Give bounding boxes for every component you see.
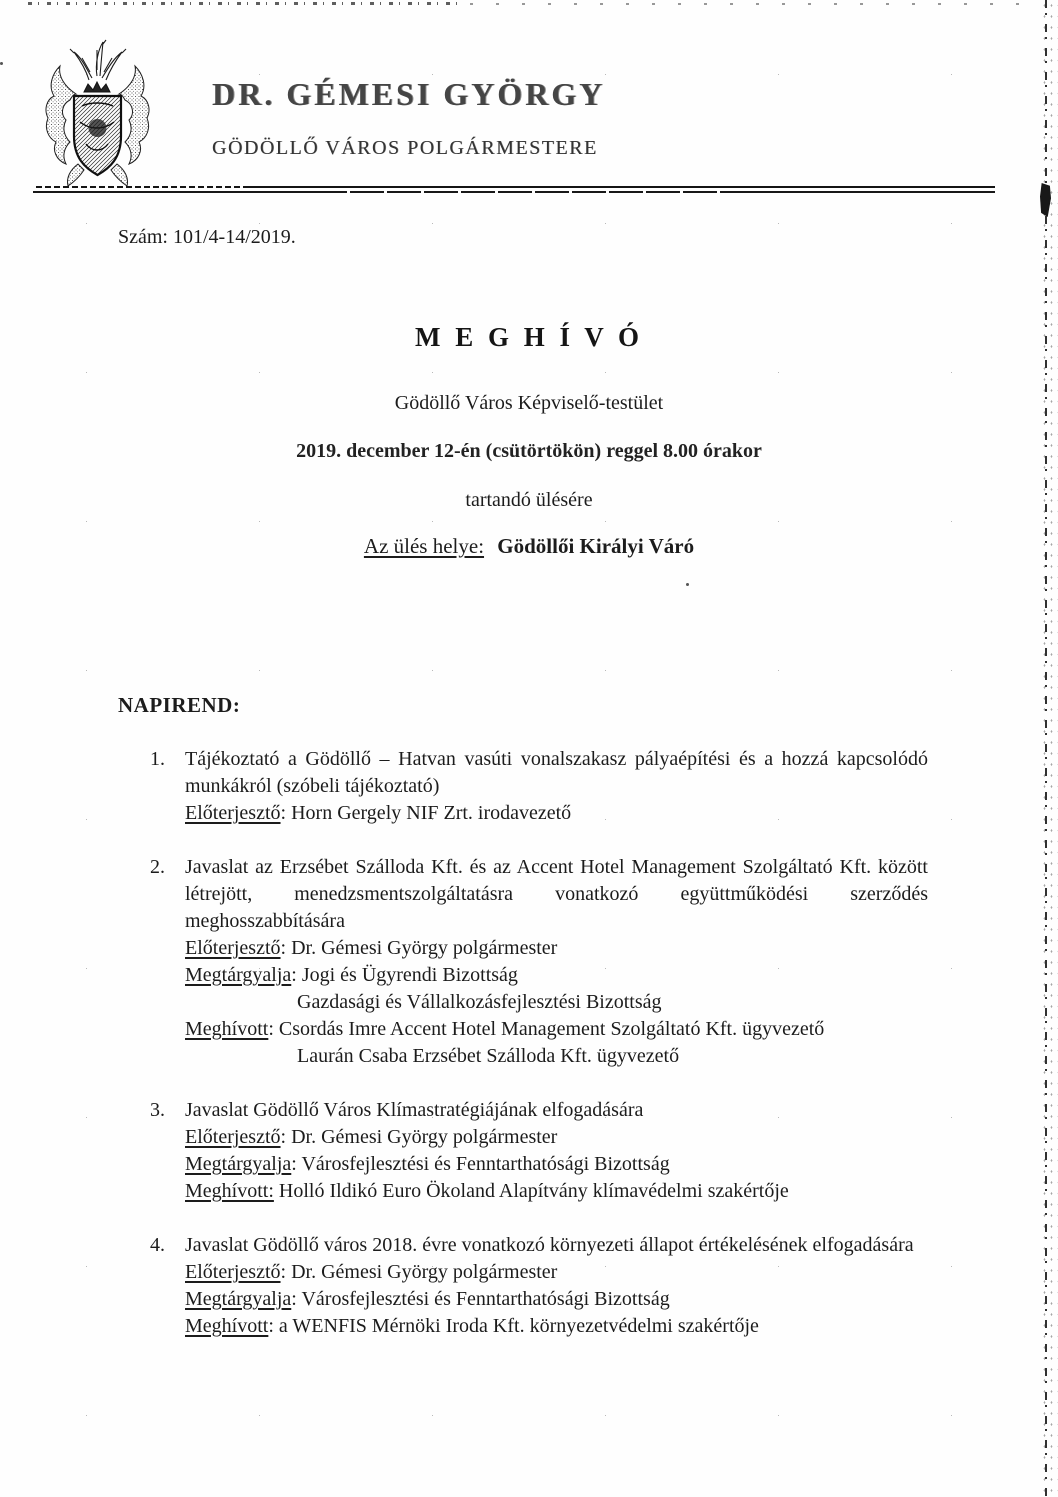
agenda-detail-line (185, 989, 928, 1016)
document-title: M E G H Í V Ó (414, 322, 644, 352)
agenda-item-title: Javaslat Gödöllő Város Klímastratégiájának elfogadására (185, 1099, 644, 1121)
agenda-detail-label: Megtárgyalja (185, 1288, 292, 1310)
agenda-detail-text: : Horn Gergely NIF Zrt. irodavezető (280, 802, 572, 824)
agenda-item (150, 1097, 928, 1205)
agenda-detail-text: : Csordás Imre Accent Hotel Management Szolgáltató Kft. ügyvezető (268, 1018, 825, 1040)
letterhead-name: DR. GÉMESI GYÖRGY (212, 76, 606, 112)
agenda-detail-text: : Jogi és Ügyrendi Bizottság (291, 964, 518, 986)
agenda-detail-text: Laurán Csaba Erzsébet Szálloda Kft. ügyvezető (297, 1045, 680, 1067)
agenda-detail-text: : Dr. Gémesi György polgármester (280, 937, 558, 959)
agenda-detail-line (185, 800, 928, 827)
letterhead-role: GÖDÖLLŐ VÁROS POLGÁRMESTERE (212, 137, 598, 159)
agenda-detail-label: Meghívott (185, 1018, 269, 1040)
agenda-detail-label: Meghívott: (185, 1180, 274, 1202)
agenda-item (150, 746, 928, 827)
scan-noise-top-right (470, 3, 1030, 5)
agenda-detail-label: Előterjesztő (185, 802, 281, 824)
agenda-item-title: Javaslat Gödöllő város 2018. évre vonatkozó környezeti állapot értékelésének elfogadására (185, 1234, 914, 1256)
agenda-detail-label: Előterjesztő (185, 1126, 281, 1148)
agenda-detail-line (185, 1178, 928, 1205)
agenda-item-number: 3. (150, 1099, 165, 1121)
agenda-list (150, 746, 928, 1367)
scan-edge-speckles (1041, 0, 1058, 1497)
invitation-session-line: tartandó ülésére (465, 489, 593, 511)
agenda-detail-line (185, 1016, 928, 1043)
agenda-detail-text: : Dr. Gémesi György polgármester (280, 1261, 558, 1283)
scan-dot-artifact (686, 583, 689, 586)
agenda-item-title: Javaslat az Erzsébet Szálloda Kft. és az Accent Hotel Management Szolgáltató Kft. között létrejött, menedzsmentszolgáltatásra vonatkozó együttműködési szerződés meghosszabbítására (185, 856, 928, 932)
agenda-item-body (185, 746, 928, 827)
coat-of-arms-icon (40, 36, 155, 188)
location-label: Az ülés helye: (363, 534, 485, 558)
agenda-item-title: Tájékoztató a Gödöllő – Hatvan vasúti vonalszakasz pályaépítési és a hozzá kapcsolódó munkákról (szóbeli tájékoztató) (185, 748, 928, 797)
reference-value: 101/4-14/2019. (173, 226, 296, 248)
agenda-item (150, 1232, 928, 1340)
invitation-board-line: Gödöllő Város Képviselő-testület (394, 392, 664, 414)
agenda-detail-line (185, 1124, 928, 1151)
reference-number (118, 226, 296, 249)
agenda-detail-line (185, 1259, 928, 1286)
agenda-detail-text: : Városfejlesztési és Fenntarthatósági Bizottság (291, 1153, 670, 1175)
agenda-item-details (185, 935, 928, 1070)
agenda-item-number: 2. (150, 856, 165, 878)
agenda-detail-text: : Dr. Gémesi György polgármester (280, 1126, 558, 1148)
agenda-detail-line (185, 1286, 928, 1313)
invitation-datetime-line: 2019. december 12-én (csütörtökön) reggel 8.00 órakor (296, 440, 762, 462)
agenda-item-details (185, 800, 928, 827)
agenda-detail-text: Holló Ildikó Euro Ökoland Alapítvány klímavédelmi szakértője (273, 1180, 789, 1202)
agenda-item-body (185, 1232, 928, 1340)
agenda-detail-label: Megtárgyalja (185, 1153, 292, 1175)
agenda-detail-label: Előterjesztő (185, 937, 281, 959)
location-value: Gödöllői Királyi Váró (497, 534, 695, 558)
agenda-item-details (185, 1124, 928, 1205)
agenda-detail-line (185, 962, 928, 989)
agenda-item-details (185, 1259, 928, 1340)
agenda-detail-label: Előterjesztő (185, 1261, 281, 1283)
agenda-detail-line (185, 935, 928, 962)
agenda-detail-text: : Városfejlesztési és Fenntarthatósági Bizottság (291, 1288, 670, 1310)
agenda-detail-line (185, 1313, 928, 1340)
scan-dot-artifact (0, 62, 3, 65)
agenda-detail-label: Meghívott (185, 1315, 269, 1337)
agenda-detail-line (185, 1151, 928, 1178)
agenda-detail-text: : a WENFIS Mérnöki Iroda Kft. környezetvédelmi szakértője (268, 1315, 759, 1337)
agenda-detail-text: Gazdasági és Vállalkozásfejlesztési Bizottság (297, 991, 662, 1013)
agenda-item-number: 1. (150, 748, 165, 770)
reference-label: Szám: (118, 226, 168, 248)
agenda-detail-line (185, 1043, 928, 1070)
invitation-location-line (0, 534, 1058, 559)
agenda-item-number: 4. (150, 1234, 165, 1256)
agenda-item (150, 854, 928, 1070)
agenda-item-body (185, 854, 928, 1070)
letterhead-rule (33, 186, 995, 193)
scan-noise-top (28, 2, 458, 5)
agenda-item-body (185, 1097, 928, 1205)
agenda-heading: NAPIREND: (118, 693, 241, 717)
agenda-detail-label: Megtárgyalja (185, 964, 292, 986)
